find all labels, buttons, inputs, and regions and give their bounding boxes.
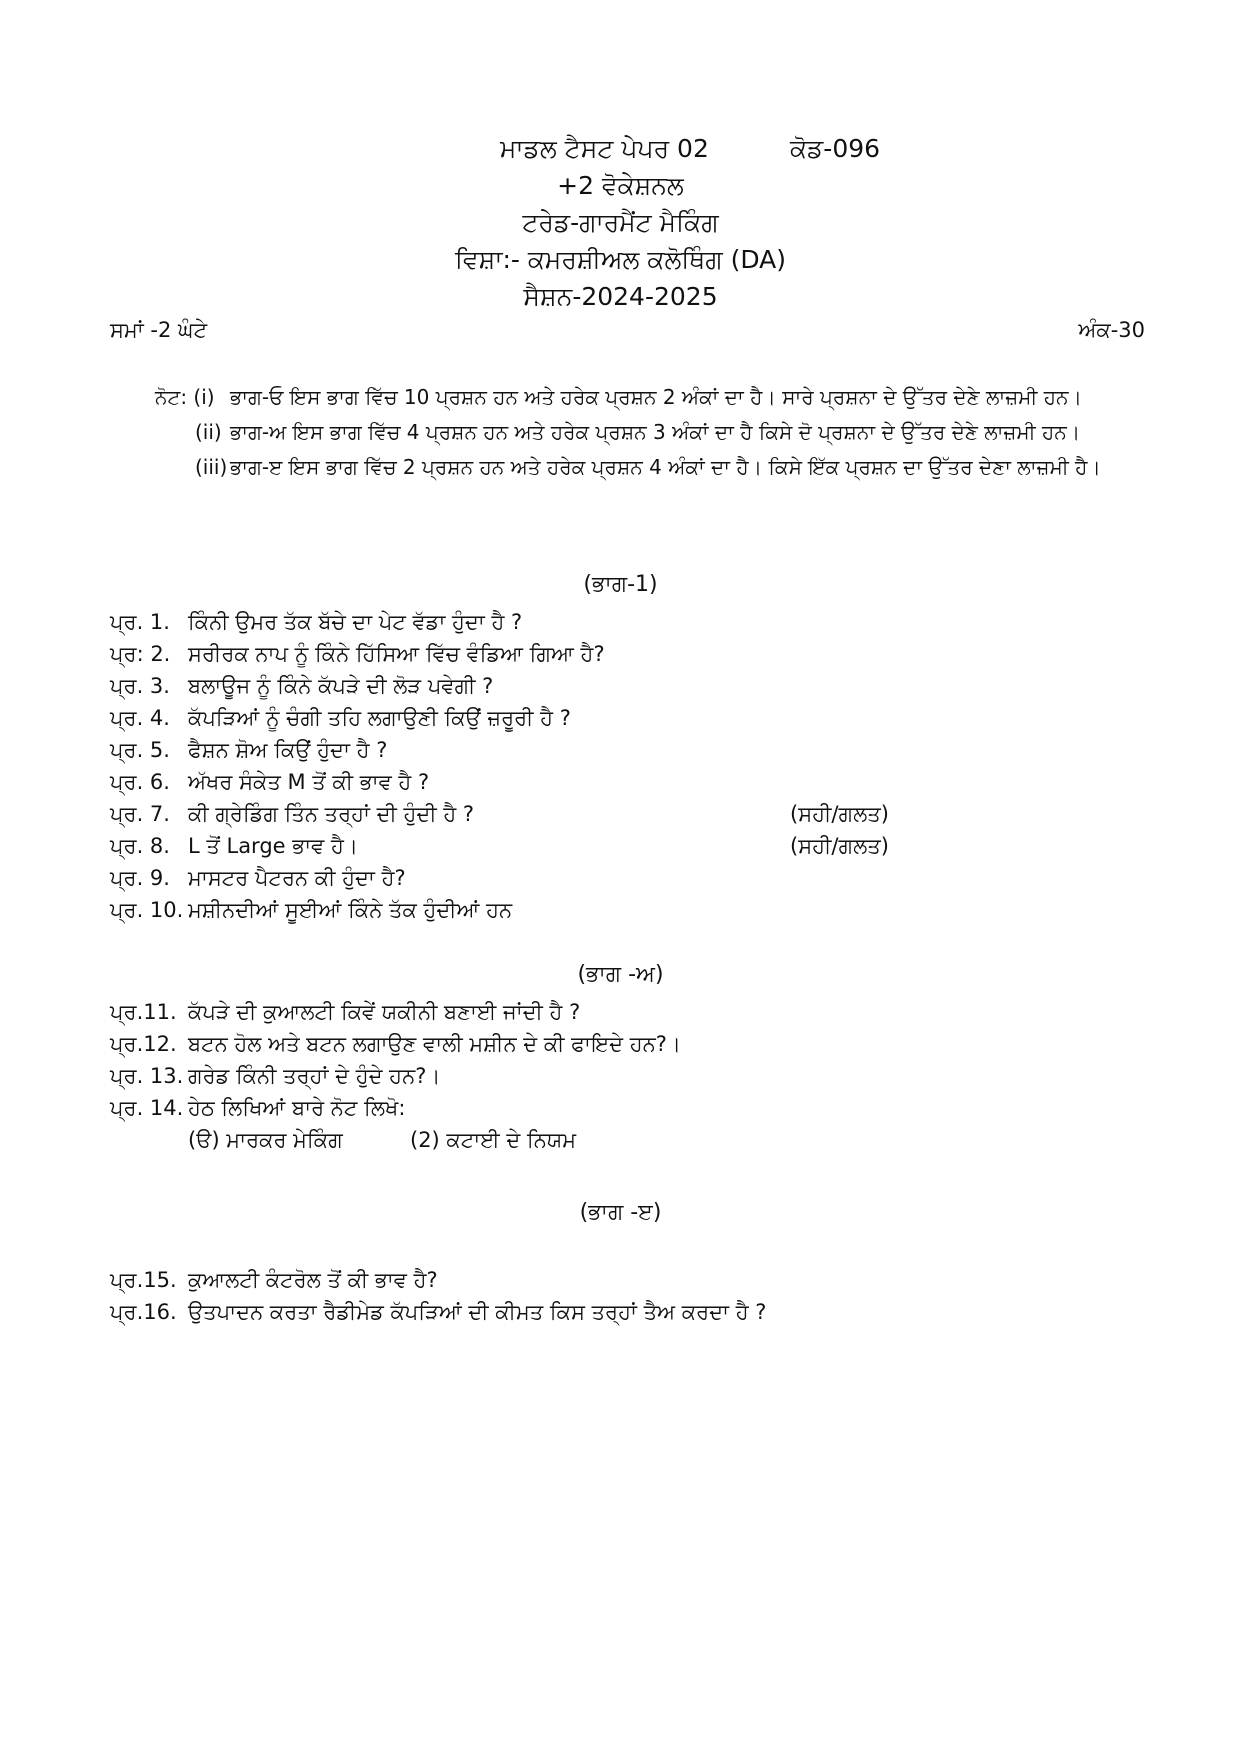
question-item [110,1060,1150,1092]
question-item [110,734,1150,766]
question-item [110,1264,1150,1296]
question-item [110,670,1150,702]
note-label: (ii) [195,420,222,444]
question-number: ਪ੍ਰ. 10. [110,898,184,922]
title-row [0,130,1241,167]
note-item [155,382,1165,413]
question-item [110,894,1150,926]
time-allowed: ਸਮਾਂ -2 ਘੰਟੇ [110,318,208,342]
question-item [110,606,1150,638]
question-text: ਮਸ਼ੀਨਦੀਆਂ ਸੂਈਆਂ ਕਿੰਨੇ ਤੱਕ ਹੁੰਦੀਆਂ ਹਨ [188,898,513,922]
sub-question-row [110,1124,1150,1156]
question-number: ਪ੍ਰ. 9. [110,866,170,890]
class-line: +2 ਵੋਕੇਸ਼ਨਲ [557,171,684,200]
question-number: ਪ੍ਰ: 2. [110,642,171,666]
section-1-questions [110,606,1150,926]
time-marks-row [110,318,1145,343]
question-item [110,830,1150,862]
question-number: ਪ੍ਰ. 4. [110,706,170,730]
question-number: ਪ੍ਰ. 8. [110,834,170,858]
question-text: ਉਤਪਾਦਨ ਕਰਤਾ ਰੈਡੀਮੇਡ ਕੱਪੜਿਆਂ ਦੀ ਕੀਮਤ ਕਿਸ ਤਰ੍ਹਾਂ ਤੈਅ ਕਰਦਾ ਹੈ ? [188,1300,767,1324]
note-prefix: ਨੋਟ: [155,385,188,409]
question-text: ਹੇਠ ਲਿਖਿਆਂ ਬਾਰੇ ਨੋਟ ਲਿਖੋ: [188,1096,406,1120]
question-number: ਪ੍ਰ. 7. [110,802,170,826]
question-item [110,1028,1150,1060]
session-line: ਸੈਸ਼ਨ-2024-2025 [523,282,718,311]
question-number: ਪ੍ਰ. 1. [110,610,170,634]
question-text: L ਤੋਂ Large ਭਾਵ ਹੈ। [188,834,358,858]
section-3-questions [110,1264,1150,1328]
trade-line: ਟਰੇਡ-ਗਾਰਮੈਂਟ ਮੈਕਿੰਗ [522,208,719,237]
question-text: ਬਲਾਊਜ ਨੂੰ ਕਿੰਨੇ ਕੱਪੜੇ ਦੀ ਲੋੜ ਪਵੇਗੀ ? [188,674,494,698]
note-text: ਭਾਗ-ਓ ਇਸ ਭਾਗ ਵਿੱਚ 10 ਪ੍ਰਸ਼ਨ ਹਨ ਅਤੇ ਹਰੇਕ ਪ੍ਰਸ਼ਨ 2 ਅੰਕਾਂ ਦਾ ਹੈ। ਸਾਰੇ ਪ੍ਰਸ਼ਨਾ ਦੇ ਉੱਤਰ ਦੇਣੇ ਲਾਜ਼ਮੀ ਹਨ। [230,385,1083,409]
note-item [155,417,1165,448]
note-item [155,452,1165,483]
question-item [110,1092,1150,1124]
total-marks: ਅੰਕ-30 [1078,318,1145,342]
question-number: ਪ੍ਰ.12. [110,1032,177,1056]
question-number: ਪ੍ਰ.15. [110,1268,177,1292]
question-text: ਫੈਸ਼ਨ ਸ਼ੋਅ ਕਿਉਂ ਹੁੰਦਾ ਹੈ ? [188,738,388,762]
section-3-title: (ਭਾਗ -ੲ) [579,1200,662,1225]
section-1-title: (ਭਾਗ-1) [583,572,658,597]
question-number: ਪ੍ਰ. 13. [110,1064,184,1088]
question-item [110,638,1150,670]
paper-code: ਕੋਡ-096 [790,134,881,163]
note-text: ਭਾਗ-ਅ ਇਸ ਭਾਗ ਵਿੱਚ 4 ਪ੍ਰਸ਼ਨ ਹਨ ਅਤੇ ਹਰੇਕ ਪ੍ਰਸ਼ਨ 3 ਅੰਕਾਂ ਦਾ ਹੈ ਕਿਸੇ ਦੋ ਪ੍ਰਸ਼ਨਾ ਦੇ ਉੱਤਰ ਦੇਣੇ ਲਾਜ਼ਮੀ ਹਨ। [230,420,1081,444]
section-2-questions [110,996,1150,1156]
question-text: ਕੀ ਗ੍ਰੇਡਿੰਗ ਤਿੰਨ ਤਰ੍ਹਾਂ ਦੀ ਹੁੰਦੀ ਹੈ ? [188,802,475,826]
question-item [110,1296,1150,1328]
note-label: (i) [193,385,215,409]
sub-question-a: (ੳ) ਮਾਰਕਰ ਮੇਕਿੰਗ [188,1128,343,1152]
question-number: ਪ੍ਰ.16. [110,1300,177,1324]
note-label: (iii) [195,455,228,479]
question-number: ਪ੍ਰ.11. [110,1000,177,1024]
question-number: ਪ੍ਰ. 14. [110,1096,184,1120]
true-false-marker: (ਸਹੀ/ਗਲਤ) [790,834,889,858]
question-text: ਮਾਸਟਰ ਪੈਟਰਨ ਕੀ ਹੁੰਦਾ ਹੈ? [188,866,406,890]
question-item [110,798,1150,830]
subject-line: ਵਿਸ਼ਾ:- ਕਮਰਸ਼ੀਅਲ ਕਲੋਥਿੰਗ (DA) [454,245,787,274]
instructions [155,382,1165,487]
question-text: ਗਰੇਡ ਕਿੰਨੀ ਤਰ੍ਹਾਂ ਦੇ ਹੁੰਦੇ ਹਨ?। [188,1064,441,1088]
question-text: ਬਟਨ ਹੋਲ ਅਤੇ ਬਟਨ ਲਗਾਉਣ ਵਾਲੀ ਮਸ਼ੀਨ ਦੇ ਕੀ ਫਾਇਦੇ ਹਨ?। [188,1032,682,1056]
true-false-marker: (ਸਹੀ/ਗਲਤ) [790,802,889,826]
paper-title: ਮਾਡਲ ਟੈਸਟ ਪੇਪਰ 02 [500,134,709,163]
question-number: ਪ੍ਰ. 5. [110,738,170,762]
question-item [110,766,1150,798]
question-number: ਪ੍ਰ. 3. [110,674,170,698]
question-text: ਅੱਖਰ ਸੰਕੇਤ M ਤੋਂ ਕੀ ਭਾਵ ਹੈ ? [188,770,430,794]
question-text: ਕਿੰਨੀ ਉਮਰ ਤੱਕ ਬੱਚੇ ਦਾ ਪੇਟ ਵੱਡਾ ਹੁੰਦਾ ਹੈ ? [188,610,523,634]
question-text: ਕੁਆਲਟੀ ਕੰਟਰੋਲ ਤੋਂ ਕੀ ਭਾਵ ਹੈ? [188,1268,438,1292]
section-2-title: (ਭਾਗ -ਅ) [577,962,664,987]
sub-question-b: (2) ਕਟਾਈ ਦੇ ਨਿਯਮ [410,1128,577,1152]
question-text: ਸਰੀਰਕ ਨਾਪ ਨੂੰ ਕਿੰਨੇ ਹਿੱਸਿਆ ਵਿੱਚ ਵੰਡਿਆ ਗਿਆ ਹੈ? [188,642,605,666]
question-item [110,702,1150,734]
question-item [110,862,1150,894]
question-text: ਕੱਪੜਿਆਂ ਨੂੰ ਚੰਗੀ ਤਹਿ ਲਗਾਉਣੀ ਕਿਉਂ ਜ਼ਰੂਰੀ ਹੈ ? [188,706,571,730]
question-number: ਪ੍ਰ. 6. [110,770,170,794]
question-item [110,996,1150,1028]
paper-header [0,130,1241,315]
note-text: ਭਾਗ-ੲ ਇਸ ਭਾਗ ਵਿੱਚ 2 ਪ੍ਰਸ਼ਨ ਹਨ ਅਤੇ ਹਰੇਕ ਪ੍ਰਸ਼ਨ 4 ਅੰਕਾਂ ਦਾ ਹੈ। ਕਿਸੇ ਇੱਕ ਪ੍ਰਸ਼ਨ ਦਾ ਉੱਤਰ ਦੇਣਾ ਲਾਜ਼ਮੀ ਹੈ। [230,455,1101,479]
question-text: ਕੱਪੜੇ ਦੀ ਕੁਆਲਟੀ ਕਿਵੇਂ ਯਕੀਨੀ ਬਣਾਈ ਜਾਂਦੀ ਹੈ ? [188,1000,581,1024]
